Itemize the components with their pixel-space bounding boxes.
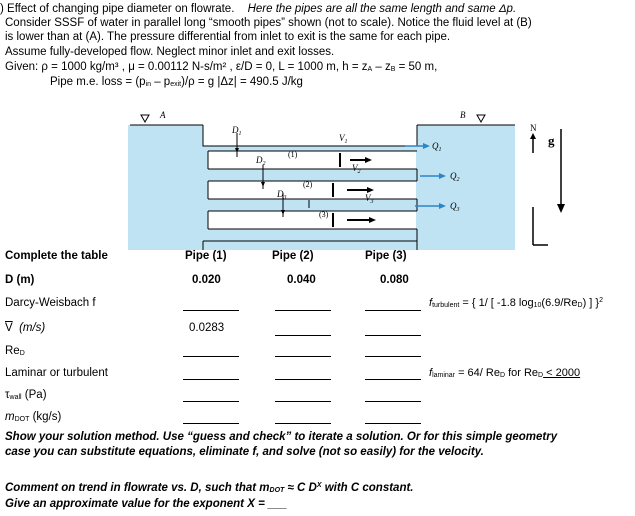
laminar-friction-formula: $f_{laminar} = 64/$ $Re_D$ for $Re_D < 2000$ <box>429 367 581 379</box>
pipe-3-label: (3) <box>319 210 329 219</box>
pipe-1-bore <box>208 151 416 169</box>
north-label: N <box>530 123 537 133</box>
v-value-1: 0.0283 <box>189 322 225 334</box>
q2-label: $Q_2$ <box>450 171 460 183</box>
row-v-label: $\overline{V}$ (m/s) <box>5 322 46 334</box>
method-line-1: Show your solution method. Use “guess and check” to iterate a solution. Or for this simple geometry <box>5 431 558 443</box>
v1-label: $V_1$ <box>339 133 348 145</box>
blank-mdot-3[interactable] <box>365 423 421 424</box>
table-title: Complete the table <box>5 250 108 262</box>
problem-line-5: Given: ρ = 1000 kg/m³ , μ = 0.00112 N-s/m² , ε/D = 0, L = 1000 m, $h = z_A - z_B = 50$ m, <box>5 61 438 73</box>
blank-tau-3[interactable] <box>365 401 421 402</box>
problem-line-2: Consider SSSF of water in parallel long “smooth pipes” shown (not to scale). Notice the fluid level at (B) <box>5 17 532 29</box>
col-pipe-3: Pipe (3) <box>365 250 407 262</box>
blank-mdot-1[interactable] <box>183 423 239 424</box>
d-value-1: 0.020 <box>192 274 221 286</box>
q3-label: $Q_3$ <box>450 201 460 213</box>
blank-f-2[interactable] <box>275 310 331 311</box>
problem-line-1 <box>0 2 516 17</box>
label-a: A <box>160 110 166 120</box>
blank-tau-2[interactable] <box>275 401 331 402</box>
d3-label: $D_3$ <box>277 189 287 201</box>
row-re-label: $Re_D$ <box>5 345 25 357</box>
problem-title: ) Effect of changing pipe diameter on flowrate. <box>0 3 235 15</box>
v3-label: $V_3$ <box>365 193 374 205</box>
blank-re-2[interactable] <box>275 356 331 357</box>
d-value-3: 0.080 <box>380 274 409 286</box>
problem-line-6: Pipe m.e. loss = $(p_{in} - p_{exit})/\rho = g$ |Δz| = 490.5 J/kg <box>50 76 303 88</box>
problem-line-3: is lower than at (A). The pressure differential from inlet to exit is the same for each pipe. <box>5 31 451 43</box>
blank-f-3[interactable] <box>365 310 421 311</box>
row-tau-label: $\tau_{wall}$ (Pa) <box>5 389 47 401</box>
gravity-label: g <box>548 133 555 148</box>
blank-lam-1[interactable] <box>183 379 239 380</box>
pipe-3-bore <box>208 211 416 229</box>
comment-line-2: Give an approximate value for the exponent X = ___ <box>5 498 288 510</box>
row-d-label: D (m) <box>5 274 35 286</box>
pipe-2-label: (2) <box>303 180 313 189</box>
blank-v-2[interactable] <box>275 335 331 336</box>
label-b: B <box>460 110 466 120</box>
d-value-2: 0.040 <box>287 274 316 286</box>
v2-label: $V_2$ <box>352 163 361 175</box>
blank-re-1[interactable] <box>183 356 239 357</box>
q1-label: $Q_1$ <box>432 141 442 153</box>
turbulent-friction-formula: $f_{turbulent}$ = { 1/ [ -1.8 $\log_{10}(6.9/Re_D)$ ] }$^2$ <box>429 297 603 309</box>
problem-note: Here the pipes are all the same length and same Δp. <box>247 3 517 15</box>
surface-marker-a <box>141 115 149 122</box>
blank-mdot-2[interactable] <box>275 423 331 424</box>
row-mdot-label: $m_{DOT}$ (kg/s) <box>5 411 62 423</box>
method-line-2: case you can substitute equations, eliminate f, and solve (not so easily) for the velocity. <box>5 446 484 458</box>
d2-label: $D_2$ <box>256 155 266 167</box>
row-f-label: Darcy-Weisbach f <box>5 297 96 309</box>
d1-label: $D_1$ <box>232 125 242 137</box>
problem-line-4: Assume fully-developed flow. Neglect minor inlet and exit losses. <box>5 46 335 58</box>
pipe-diagram <box>0 105 635 250</box>
col-pipe-1: Pipe (1) <box>185 250 227 262</box>
col-pipe-2: Pipe (2) <box>272 250 314 262</box>
blank-f-1[interactable] <box>183 310 239 311</box>
blank-tau-1[interactable] <box>183 401 239 402</box>
surface-marker-b <box>477 115 485 122</box>
row-laminar-label: Laminar or turbulent <box>5 367 108 379</box>
blank-lam-2[interactable] <box>275 379 331 380</box>
blank-re-3[interactable] <box>365 356 421 357</box>
ground-marker <box>533 207 548 245</box>
blank-v-3[interactable] <box>365 335 421 336</box>
pipe-1-label: (1) <box>288 150 298 159</box>
blank-lam-3[interactable] <box>365 379 421 380</box>
comment-line-1: Comment on trend in flowrate vs. D, such that $m_{DOT} \approx C$ $D^X$ with C constant. <box>5 482 414 494</box>
